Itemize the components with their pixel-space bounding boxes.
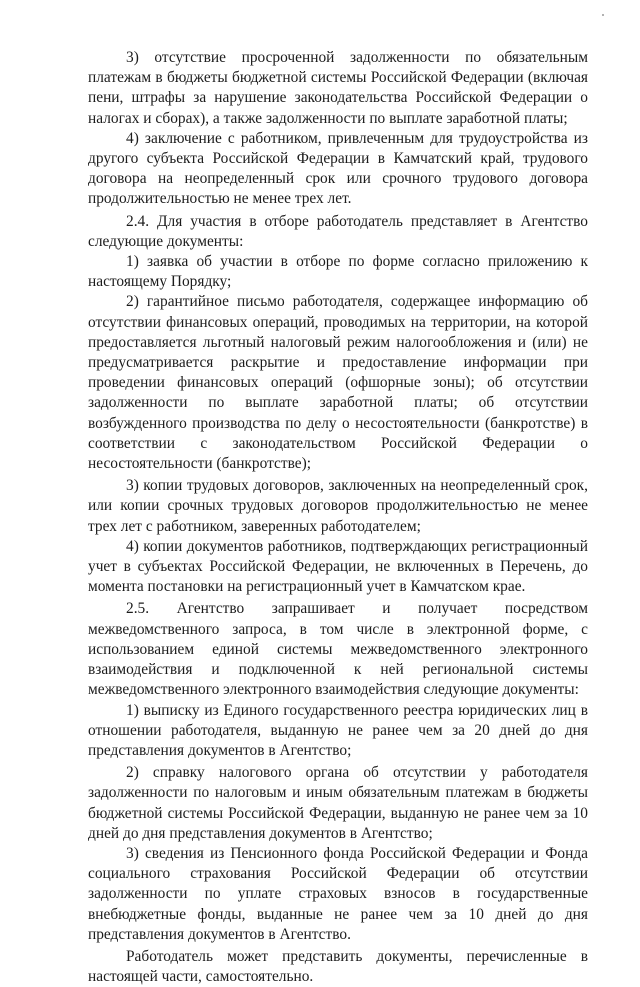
paragraph-2-4-item-2: 2) гарантийное письмо работодателя, содержащее информацию об отсутствии финансовых операций, проводимых на территории, на которой предоставляется льготный налоговый режим налогообложения и (или) не предусматривается раскрытие и предоставление информации при проведении финансовых операций (офшорные зоны); об отсутствии задолженности по выплате заработной платы; об отсутствии возбужденного производства по делу о несостоятельности (банкротстве) в соответствии с законодательством Российской Федерации о несостоятельности (банкротстве);: [88, 293, 588, 473]
paragraph-item-3-no-overdue-debt: 3) отсутствие просроченной задолженности по обязательным платежам в бюджеты бюджетной системы Российской Федерации (включая пени, штрафы за нарушение законодательства Российской Федерации о налогах и сборах), а также задолженности по выплате заработной платы;: [88, 49, 588, 127]
paragraph-2-5-item-1: 1) выписку из Единого государственного реестра юридических лиц в отношении работодателя, выданную не ранее чем за 20 дней до дня представления документов в Агентство;: [88, 701, 588, 759]
paragraph-item-4-employment-contract: 4) заключение с работником, привлеченным для трудоустройства из другого субъекта Российской Федерации в Камчатский край, трудового договора на неопределенный срок или срочного трудового договора продолжительностью не менее трех лет.: [88, 129, 588, 208]
scan-dot-mark: [602, 14, 604, 16]
paragraph-2-5-item-3: 3) сведения из Пенсионного фонда Российской Федерации и Фонда социального страхования Российской Федерации об отсутствии задолженности по уплате страховых взносов в государственные внебюджетные фонды, выданные не ранее чем за 10 дней до дня представления документов в Агентство.: [88, 844, 588, 943]
document-page: [88, 48, 588, 987]
paragraph-section-2-4: 2.4. Для участия в отборе работодатель представляет в Агентство следующие документы:: [88, 212, 588, 250]
paragraph-section-2-5: 2.5. Агентство запрашивает и получает посредством межведомственного запроса, в том числе в электронной форме, с использованием единой системы межведомственного электронного взаимодействия и подключенной к ней региональной системы межведомственного электронного взаимодействия следующие документы:: [88, 600, 588, 699]
paragraph-2-5-item-2: 2) справку налогового органа об отсутствии у работодателя задолженности по налоговым и иным обязательным платежам в бюджеты бюджетной системы Российской Федерации, выданную не ранее чем за 10 дней до дня представления документов в Агентство;: [88, 764, 588, 842]
paragraph-2-4-item-3: 3) копии трудовых договоров, заключенных на неопределенный срок, или копии срочных трудовых договоров продолжительностью не менее трех лет с работником, заверенных работодателем;: [88, 477, 588, 535]
paragraph-2-4-item-4: 4) копии документов работников, подтверждающих регистрационный учет в субъектах Российской Федерации, не включенных в Перечень, до момента постановки на регистрационный учет в Камчатском крае.: [88, 537, 588, 596]
paragraph-closing-note: Работодатель может представить документы, перечисленные в настоящей части, самостоятельно.: [88, 947, 588, 986]
paragraph-2-4-item-1: 1) заявка об участии в отборе по форме согласно приложению к настоящему Порядку;: [88, 253, 588, 291]
